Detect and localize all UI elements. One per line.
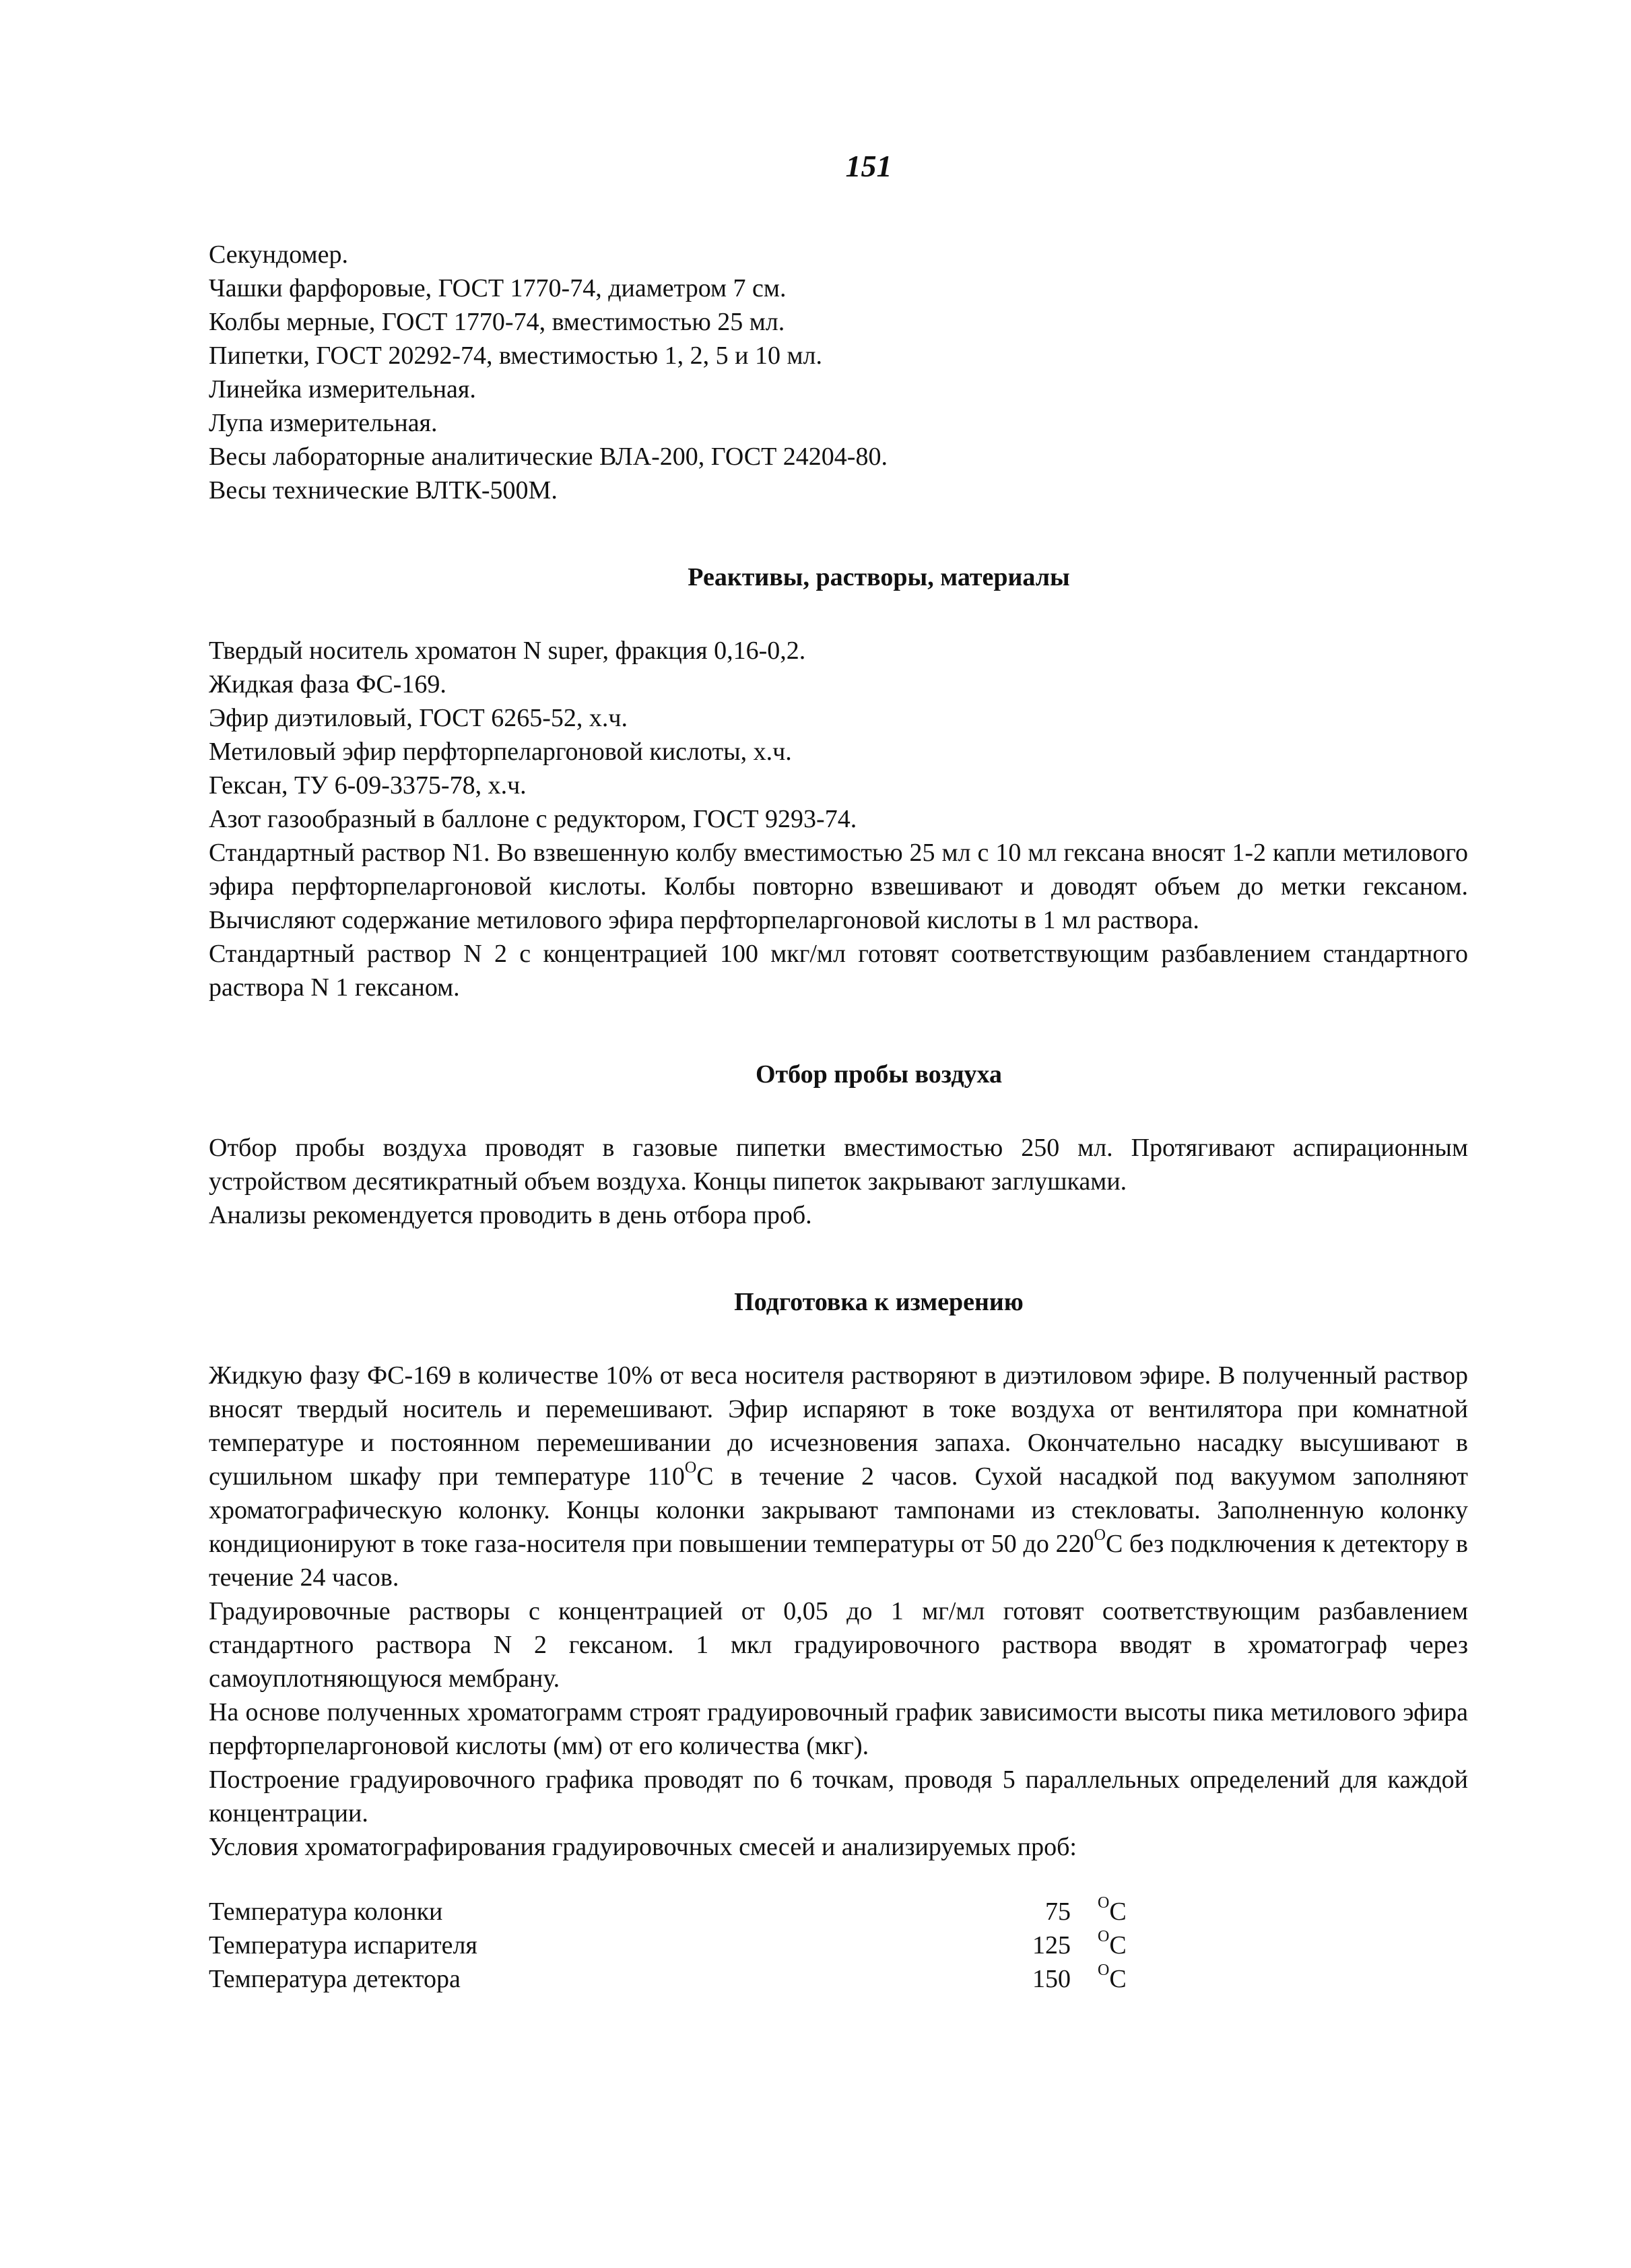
equipment-item: Весы технические ВЛТК-500М.	[209, 476, 558, 505]
condition-label: Температура испарителя	[209, 1931, 477, 1959]
standard-solution-1-paragraph: Стандартный раствор N1. Во взвешенную колбу вместимостью 25 мл с 10 мл гексана вносят 1-2 капли метилового эфира перфторпеларгоновой кислоты. Колбы повторно взвешивают и доводят объем до метки гексаном. Вычисляют содержание метилового эфира перфторпеларгоновой кислоты в 1 мл раствора.	[209, 839, 1468, 934]
standard-solution-2-paragraph: Стандартный раствор N 2 с концентрацией 100 мкг/мл готовят соответствующим разбавлением стандартного раствора N 1 гексаном.	[209, 940, 1468, 1002]
reagent-line: Азот газообразный в баллоне с редуктором, ГОСТ 9293-74.	[209, 805, 857, 833]
degree-superscript: O	[1098, 1962, 1110, 1979]
unit-letter: C	[1109, 1898, 1127, 1926]
prep-text: С без подключения к детектору в течение 24 часов.	[209, 1530, 1468, 1592]
degree-superscript: O	[1094, 1526, 1106, 1544]
conditions-table	[209, 1895, 1219, 1996]
condition-value: 75	[1045, 1898, 1071, 1926]
equipment-item: Весы лабораторные аналитические ВЛА-200, ГОСТ 24204-80.	[209, 443, 888, 471]
preparation-paragraph-5: Условия хроматографирования градуировочных смесей и анализируемых проб:	[209, 1833, 1077, 1861]
section-title-preparation: Подготовка к измерению	[734, 1288, 1024, 1316]
reagent-line: Гексан, ТУ 6-09-3375-78, х.ч.	[209, 771, 527, 800]
preparation-paragraph-2: Градуировочные растворы с концентрацией от 0,05 до 1 мг/мл готовят соответствующим разбавлением стандартного раствора N 2 гексаном. 1 мкл градуировочного раствора вводят в хроматограф через самоуплотняющуюся мембрану.	[209, 1597, 1468, 1693]
equipment-item: Колбы мерные, ГОСТ 1770-74, вместимостью 25 мл.	[209, 308, 785, 336]
preparation-paragraph-3: На основе полученных хроматограмм строят градуировочный график зависимости высоты пика метилового эфира перфторпеларгоновой кислоты (мм) от его количества (мкг).	[209, 1698, 1468, 1760]
page-number: 151	[845, 149, 892, 183]
equipment-item: Пипетки, ГОСТ 20292-74, вместимостью 1, 2, 5 и 10 мл.	[209, 342, 823, 370]
equipment-item: Лупа измерительная.	[209, 409, 438, 437]
unit-letter: C	[1109, 1931, 1127, 1959]
equipment-item: Линейка измерительная.	[209, 375, 476, 403]
condition-row	[209, 1962, 1219, 1996]
condition-label: Температура колонки	[209, 1898, 443, 1926]
reagent-line: Жидкая фаза ФС-169.	[209, 670, 446, 699]
equipment-item: Секундомер.	[209, 240, 348, 269]
section-title-sampling: Отбор пробы воздуха	[755, 1060, 1003, 1089]
prep-text: С в течение 2 часов. Сухой насадкой под вакуумом заполняют хроматографическую колонку. Концы колонки закрывают тампонами из стекловаты. Заполненную колонку кондиционируют в токе газа-носителя при повышении температуры от 50 до 220	[209, 1462, 1468, 1558]
preparation-paragraph-1	[209, 1359, 1468, 1594]
degree-superscript: O	[1098, 1928, 1110, 1945]
equipment-list	[209, 238, 1468, 507]
equipment-item: Чашки фарфоровые, ГОСТ 1770-74, диаметром 7 см.	[209, 274, 787, 302]
condition-value: 150	[1032, 1965, 1071, 1993]
reagent-line: Метиловый эфир перфторпеларгоновой кислоты, х.ч.	[209, 738, 792, 766]
section-title-reagents: Реактивы, растворы, материалы	[688, 563, 1070, 591]
preparation-paragraph-4: Построение градуировочного графика проводят по 6 точкам, проводя 5 параллельных определений для каждой концентрации.	[209, 1765, 1468, 1827]
condition-value: 125	[1032, 1931, 1071, 1959]
reagents-list	[209, 634, 1468, 836]
degree-superscript: O	[1098, 1894, 1110, 1912]
condition-label: Температура детектора	[209, 1965, 461, 1993]
condition-unit	[1071, 1962, 1178, 1996]
condition-row	[209, 1929, 1219, 1962]
condition-unit	[1071, 1895, 1178, 1929]
condition-unit	[1071, 1929, 1178, 1962]
degree-superscript: O	[684, 1459, 697, 1477]
reagent-line: Твердый носитель хроматон N super, фракция 0,16-0,2.	[209, 637, 806, 665]
document-page	[209, 148, 1468, 1996]
reagent-line: Эфир диэтиловый, ГОСТ 6265-52, х.ч.	[209, 704, 628, 732]
sampling-note: Анализы рекомендуется проводить в день отбора проб.	[209, 1201, 812, 1229]
sampling-paragraph: Отбор пробы воздуха проводят в газовые пипетки вместимостью 250 мл. Протягивают аспирационным устройством десятикратный объем воздуха. Концы пипеток закрывают заглушками.	[209, 1134, 1468, 1196]
condition-row	[209, 1895, 1219, 1929]
unit-letter: C	[1109, 1965, 1127, 1993]
prep-text: Жидкую фазу ФС-169 в количестве 10% от веса носителя растворяют в диэтиловом эфире. В полученный раствор вносят твердый носитель и перемешивают. Эфир испаряют в токе воздуха от вентилятора при комнатной температуре и постоянном перемешивании до исчезновения запаха. Окончательно насадку высушивают в сушильном шкафу при температуре 110	[209, 1361, 1468, 1491]
